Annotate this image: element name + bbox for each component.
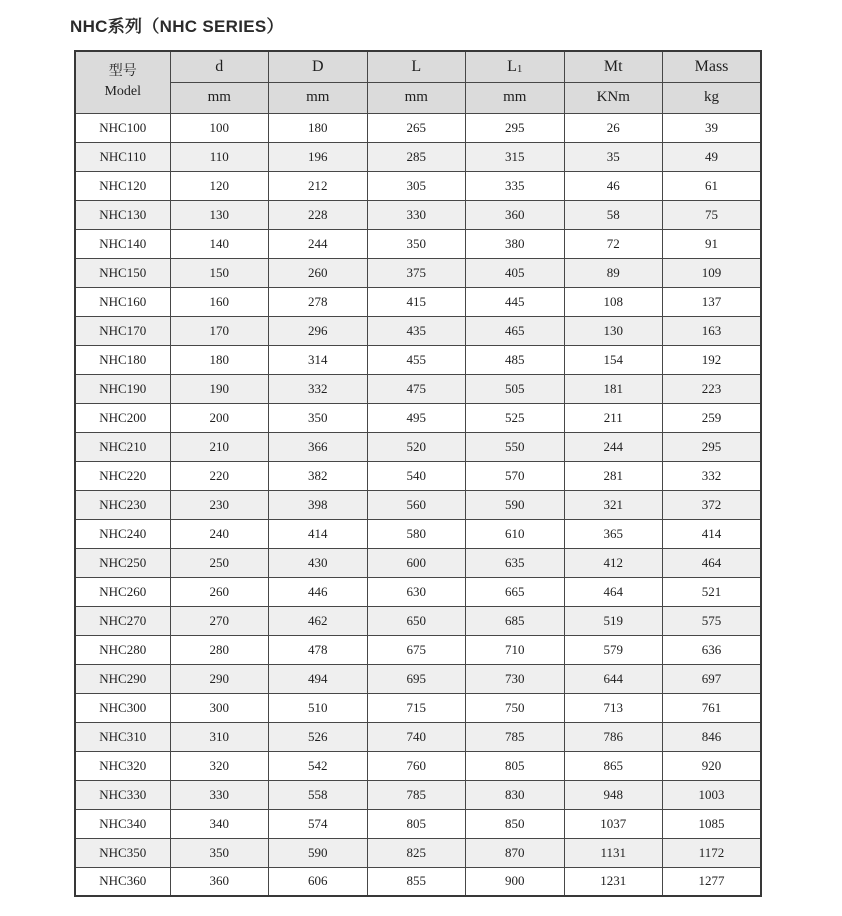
cell-value: 521 <box>663 577 762 606</box>
cell-value: 540 <box>367 461 466 490</box>
symbol-L: L <box>411 57 422 75</box>
cell-value: 200 <box>170 403 269 432</box>
cell-value: 920 <box>663 751 762 780</box>
cell-value: 550 <box>466 432 565 461</box>
cell-value: 495 <box>367 403 466 432</box>
cell-model: NHC220 <box>75 461 170 490</box>
cell-value: 760 <box>367 751 466 780</box>
cell-value: 170 <box>170 316 269 345</box>
cell-value: 332 <box>269 374 368 403</box>
cell-value: 590 <box>269 838 368 867</box>
cell-value: 1037 <box>564 809 663 838</box>
cell-value: 265 <box>367 113 466 142</box>
unit-header-L: mm <box>367 82 466 113</box>
model-header-en: Model <box>104 84 142 100</box>
cell-value: 278 <box>269 287 368 316</box>
table-header <box>75 51 761 113</box>
cell-value: 415 <box>367 287 466 316</box>
cell-value: 296 <box>269 316 368 345</box>
cell-value: 685 <box>466 606 565 635</box>
table-row <box>75 490 761 519</box>
cell-value: 130 <box>564 316 663 345</box>
table-row <box>75 316 761 345</box>
symbol-L1-subscript: 1 <box>516 62 523 75</box>
cell-model: NHC190 <box>75 374 170 403</box>
cell-value: 196 <box>269 142 368 171</box>
cell-value: 26 <box>564 113 663 142</box>
cell-value: 446 <box>269 577 368 606</box>
cell-model: NHC210 <box>75 432 170 461</box>
cell-value: 110 <box>170 142 269 171</box>
cell-value: 519 <box>564 606 663 635</box>
cell-value: 715 <box>367 693 466 722</box>
cell-value: 366 <box>269 432 368 461</box>
cell-value: 320 <box>170 751 269 780</box>
table-row <box>75 519 761 548</box>
table-body <box>75 113 761 896</box>
symbol-L1: L <box>507 57 517 75</box>
cell-value: 478 <box>269 635 368 664</box>
cell-value: 372 <box>663 490 762 519</box>
cell-value: 761 <box>663 693 762 722</box>
table-row <box>75 345 761 374</box>
cell-model: NHC100 <box>75 113 170 142</box>
cell-value: 675 <box>367 635 466 664</box>
cell-model: NHC120 <box>75 171 170 200</box>
cell-value: 558 <box>269 780 368 809</box>
cell-value: 465 <box>466 316 565 345</box>
cell-value: 380 <box>466 229 565 258</box>
cell-value: 635 <box>466 548 565 577</box>
cell-value: 805 <box>367 809 466 838</box>
cell-value: 154 <box>564 345 663 374</box>
cell-model: NHC140 <box>75 229 170 258</box>
cell-model: NHC310 <box>75 722 170 751</box>
table-row <box>75 635 761 664</box>
cell-value: 830 <box>466 780 565 809</box>
table-row <box>75 838 761 867</box>
cell-value: 695 <box>367 664 466 693</box>
cell-value: 785 <box>367 780 466 809</box>
column-header-d <box>170 51 269 82</box>
cell-value: 295 <box>466 113 565 142</box>
cell-value: 75 <box>663 200 762 229</box>
cell-value: 137 <box>663 287 762 316</box>
cell-value: 290 <box>170 664 269 693</box>
cell-model: NHC150 <box>75 258 170 287</box>
cell-model: NHC350 <box>75 838 170 867</box>
unit-header-D: mm <box>269 82 368 113</box>
cell-value: 606 <box>269 867 368 896</box>
cell-value: 855 <box>367 867 466 896</box>
cell-value: 180 <box>269 113 368 142</box>
cell-model: NHC180 <box>75 345 170 374</box>
cell-value: 360 <box>466 200 565 229</box>
table-row <box>75 867 761 896</box>
table-row <box>75 200 761 229</box>
cell-value: 321 <box>564 490 663 519</box>
column-header-Mass <box>663 51 762 82</box>
cell-value: 244 <box>269 229 368 258</box>
cell-value: 575 <box>663 606 762 635</box>
symbol-D: D <box>311 57 324 75</box>
cell-value: 542 <box>269 751 368 780</box>
cell-value: 430 <box>269 548 368 577</box>
symbol-Mass: Mass <box>694 57 729 75</box>
cell-value: 310 <box>170 722 269 751</box>
cell-value: 574 <box>269 809 368 838</box>
cell-value: 223 <box>663 374 762 403</box>
cell-value: 1172 <box>663 838 762 867</box>
cell-value: 49 <box>663 142 762 171</box>
cell-value: 160 <box>170 287 269 316</box>
cell-value: 865 <box>564 751 663 780</box>
table-row <box>75 664 761 693</box>
cell-value: 285 <box>367 142 466 171</box>
cell-model: NHC290 <box>75 664 170 693</box>
cell-model: NHC250 <box>75 548 170 577</box>
cell-value: 260 <box>269 258 368 287</box>
cell-value: 414 <box>663 519 762 548</box>
cell-value: 445 <box>466 287 565 316</box>
column-header-model <box>75 51 170 113</box>
cell-value: 570 <box>466 461 565 490</box>
cell-model: NHC270 <box>75 606 170 635</box>
cell-value: 270 <box>170 606 269 635</box>
cell-value: 211 <box>564 403 663 432</box>
cell-model: NHC130 <box>75 200 170 229</box>
cell-value: 120 <box>170 171 269 200</box>
cell-value: 250 <box>170 548 269 577</box>
page-title: NHC系列（NHC SERIES） <box>70 17 284 36</box>
cell-value: 786 <box>564 722 663 751</box>
cell-value: 462 <box>269 606 368 635</box>
column-header-D <box>269 51 368 82</box>
cell-value: 1003 <box>663 780 762 809</box>
cell-value: 579 <box>564 635 663 664</box>
cell-value: 350 <box>367 229 466 258</box>
cell-model: NHC200 <box>75 403 170 432</box>
cell-value: 1231 <box>564 867 663 896</box>
unit-header-d: mm <box>170 82 269 113</box>
cell-value: 494 <box>269 664 368 693</box>
cell-value: 464 <box>564 577 663 606</box>
cell-value: 315 <box>466 142 565 171</box>
table-row <box>75 693 761 722</box>
cell-value: 39 <box>663 113 762 142</box>
cell-value: 740 <box>367 722 466 751</box>
cell-value: 948 <box>564 780 663 809</box>
cell-value: 181 <box>564 374 663 403</box>
cell-value: 730 <box>466 664 565 693</box>
table-row <box>75 374 761 403</box>
cell-value: 1085 <box>663 809 762 838</box>
cell-value: 240 <box>170 519 269 548</box>
cell-value: 365 <box>564 519 663 548</box>
column-header-L1 <box>466 51 565 82</box>
cell-value: 1277 <box>663 867 762 896</box>
cell-value: 805 <box>466 751 565 780</box>
cell-model: NHC330 <box>75 780 170 809</box>
table-row <box>75 171 761 200</box>
cell-value: 150 <box>170 258 269 287</box>
cell-value: 180 <box>170 345 269 374</box>
table-row <box>75 548 761 577</box>
cell-value: 332 <box>663 461 762 490</box>
cell-value: 560 <box>367 490 466 519</box>
table-row <box>75 722 761 751</box>
cell-model: NHC170 <box>75 316 170 345</box>
cell-value: 630 <box>367 577 466 606</box>
cell-value: 330 <box>367 200 466 229</box>
cell-value: 314 <box>269 345 368 374</box>
cell-model: NHC160 <box>75 287 170 316</box>
cell-value: 192 <box>663 345 762 374</box>
cell-value: 435 <box>367 316 466 345</box>
cell-value: 259 <box>663 403 762 432</box>
column-header-L <box>367 51 466 82</box>
cell-model: NHC110 <box>75 142 170 171</box>
symbol-Mt: Mt <box>603 57 623 75</box>
cell-value: 350 <box>269 403 368 432</box>
cell-model: NHC280 <box>75 635 170 664</box>
cell-value: 260 <box>170 577 269 606</box>
cell-value: 505 <box>466 374 565 403</box>
cell-value: 850 <box>466 809 565 838</box>
cell-value: 510 <box>269 693 368 722</box>
cell-value: 610 <box>466 519 565 548</box>
cell-value: 210 <box>170 432 269 461</box>
table-row <box>75 403 761 432</box>
cell-value: 414 <box>269 519 368 548</box>
cell-model: NHC340 <box>75 809 170 838</box>
cell-value: 644 <box>564 664 663 693</box>
cell-value: 464 <box>663 548 762 577</box>
cell-value: 35 <box>564 142 663 171</box>
cell-value: 335 <box>466 171 565 200</box>
cell-value: 89 <box>564 258 663 287</box>
cell-value: 750 <box>466 693 565 722</box>
cell-value: 697 <box>663 664 762 693</box>
cell-value: 190 <box>170 374 269 403</box>
cell-value: 455 <box>367 345 466 374</box>
cell-model: NHC320 <box>75 751 170 780</box>
cell-value: 350 <box>170 838 269 867</box>
cell-value: 580 <box>367 519 466 548</box>
cell-value: 330 <box>170 780 269 809</box>
table-row <box>75 113 761 142</box>
cell-value: 100 <box>170 113 269 142</box>
cell-model: NHC360 <box>75 867 170 896</box>
unit-header-row <box>75 82 761 113</box>
cell-value: 281 <box>564 461 663 490</box>
table-row <box>75 780 761 809</box>
cell-value: 280 <box>170 635 269 664</box>
cell-value: 91 <box>663 229 762 258</box>
table-row <box>75 809 761 838</box>
table-row <box>75 606 761 635</box>
cell-value: 46 <box>564 171 663 200</box>
table-row <box>75 577 761 606</box>
table-row <box>75 142 761 171</box>
table-row <box>75 432 761 461</box>
cell-model: NHC240 <box>75 519 170 548</box>
symbol-header-row <box>75 51 761 82</box>
cell-value: 58 <box>564 200 663 229</box>
nhc-spec-table <box>74 50 762 897</box>
cell-value: 72 <box>564 229 663 258</box>
cell-value: 228 <box>269 200 368 229</box>
cell-value: 846 <box>663 722 762 751</box>
cell-value: 1131 <box>564 838 663 867</box>
cell-value: 405 <box>466 258 565 287</box>
cell-value: 212 <box>269 171 368 200</box>
cell-value: 825 <box>367 838 466 867</box>
cell-value: 412 <box>564 548 663 577</box>
cell-value: 375 <box>367 258 466 287</box>
cell-model: NHC230 <box>75 490 170 519</box>
cell-value: 305 <box>367 171 466 200</box>
cell-value: 665 <box>466 577 565 606</box>
cell-value: 230 <box>170 490 269 519</box>
cell-value: 785 <box>466 722 565 751</box>
cell-value: 475 <box>367 374 466 403</box>
unit-header-L1: mm <box>466 82 565 113</box>
cell-value: 360 <box>170 867 269 896</box>
cell-value: 526 <box>269 722 368 751</box>
cell-value: 295 <box>663 432 762 461</box>
unit-header-Mass: kg <box>663 82 762 113</box>
table-row <box>75 461 761 490</box>
cell-value: 520 <box>367 432 466 461</box>
cell-model: NHC300 <box>75 693 170 722</box>
cell-value: 340 <box>170 809 269 838</box>
cell-value: 900 <box>466 867 565 896</box>
cell-value: 870 <box>466 838 565 867</box>
cell-value: 130 <box>170 200 269 229</box>
column-header-Mt <box>564 51 663 82</box>
cell-value: 300 <box>170 693 269 722</box>
cell-value: 398 <box>269 490 368 519</box>
cell-value: 713 <box>564 693 663 722</box>
cell-model: NHC260 <box>75 577 170 606</box>
cell-value: 600 <box>367 548 466 577</box>
cell-value: 382 <box>269 461 368 490</box>
cell-value: 108 <box>564 287 663 316</box>
cell-value: 220 <box>170 461 269 490</box>
table-row <box>75 229 761 258</box>
cell-value: 590 <box>466 490 565 519</box>
cell-value: 61 <box>663 171 762 200</box>
cell-value: 650 <box>367 606 466 635</box>
cell-value: 244 <box>564 432 663 461</box>
cell-value: 140 <box>170 229 269 258</box>
table-row <box>75 258 761 287</box>
unit-header-Mt: KNm <box>564 82 663 113</box>
symbol-d: d <box>215 57 224 75</box>
table-row <box>75 287 761 316</box>
table-row <box>75 751 761 780</box>
cell-value: 710 <box>466 635 565 664</box>
cell-value: 485 <box>466 345 565 374</box>
cell-value: 525 <box>466 403 565 432</box>
model-header-zh: 型号 <box>108 63 137 79</box>
cell-value: 109 <box>663 258 762 287</box>
cell-value: 636 <box>663 635 762 664</box>
cell-value: 163 <box>663 316 762 345</box>
